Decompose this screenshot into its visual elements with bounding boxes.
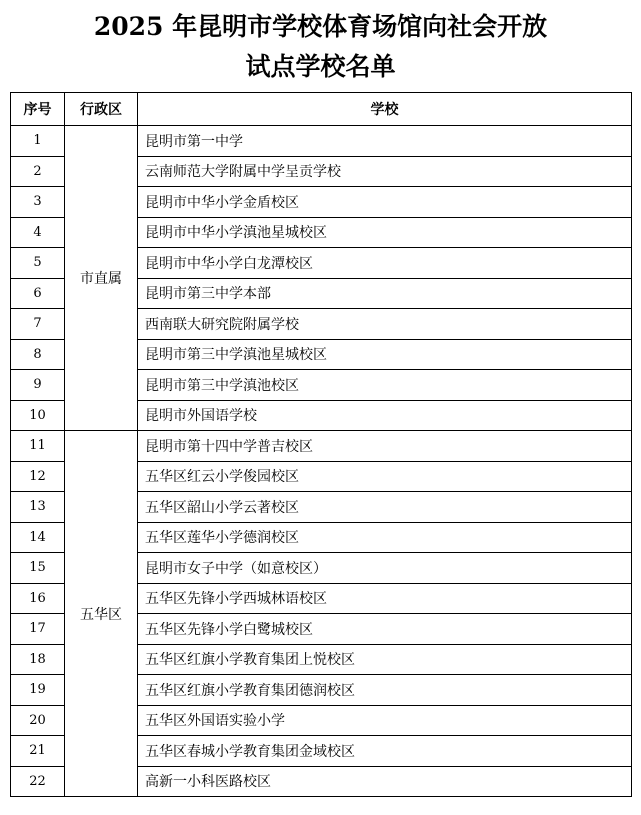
school-name: 昆明市第一中学 (138, 126, 632, 157)
school-name: 五华区春城小学教育集团金域校区 (138, 736, 632, 767)
school-name: 五华区莲华小学德润校区 (138, 522, 632, 553)
table-row (11, 126, 632, 157)
school-list-table (10, 92, 632, 797)
school-name: 昆明市第三中学本部 (138, 278, 632, 309)
school-name: 五华区红云小学俊园校区 (138, 461, 632, 492)
row-number: 2 (11, 156, 65, 187)
row-number: 21 (11, 736, 65, 767)
table-body (11, 126, 632, 797)
row-number: 17 (11, 614, 65, 645)
school-name: 五华区先锋小学白鹭城校区 (138, 614, 632, 645)
row-number: 3 (11, 187, 65, 218)
row-number: 10 (11, 400, 65, 431)
row-number: 20 (11, 705, 65, 736)
school-name: 五华区外国语实验小学 (138, 705, 632, 736)
school-name: 五华区红旗小学教育集团德润校区 (138, 675, 632, 706)
table-row (11, 431, 632, 462)
school-name: 云南师范大学附属中学呈贡学校 (138, 156, 632, 187)
row-number: 5 (11, 248, 65, 279)
row-number: 11 (11, 431, 65, 462)
school-name: 昆明市第三中学滇池校区 (138, 370, 632, 401)
row-number: 16 (11, 583, 65, 614)
row-number: 6 (11, 278, 65, 309)
row-number: 13 (11, 492, 65, 523)
header-district: 行政区 (65, 93, 138, 126)
district-cell: 五华区 (65, 431, 138, 797)
row-number: 19 (11, 675, 65, 706)
school-name: 昆明市中华小学滇池星城校区 (138, 217, 632, 248)
table-header-row (11, 93, 632, 126)
row-number: 14 (11, 522, 65, 553)
school-name: 五华区韶山小学云著校区 (138, 492, 632, 523)
school-name: 五华区先锋小学西城林语校区 (138, 583, 632, 614)
school-name: 高新一小科医路校区 (138, 766, 632, 797)
row-number: 12 (11, 461, 65, 492)
header-number: 序号 (11, 93, 65, 126)
row-number: 22 (11, 766, 65, 797)
document-title-line-2: 试点学校名单 (245, 52, 396, 81)
district-cell: 市直属 (65, 126, 138, 431)
row-number: 7 (11, 309, 65, 340)
school-name: 昆明市女子中学（如意校区） (138, 553, 632, 584)
row-number: 15 (11, 553, 65, 584)
row-number: 8 (11, 339, 65, 370)
row-number: 9 (11, 370, 65, 401)
header-school: 学校 (138, 93, 632, 126)
row-number: 1 (11, 126, 65, 157)
row-number: 4 (11, 217, 65, 248)
school-name: 昆明市中华小学白龙潭校区 (138, 248, 632, 279)
row-number: 18 (11, 644, 65, 675)
school-name: 昆明市中华小学金盾校区 (138, 187, 632, 218)
school-name: 昆明市外国语学校 (138, 400, 632, 431)
school-name: 昆明市第三中学滇池星城校区 (138, 339, 632, 370)
school-name: 昆明市第十四中学普吉校区 (138, 431, 632, 462)
document-title-line-1: 2025 年昆明市学校体育场馆向社会开放 (93, 12, 548, 41)
school-name: 五华区红旗小学教育集团上悦校区 (138, 644, 632, 675)
school-name: 西南联大研究院附属学校 (138, 309, 632, 340)
